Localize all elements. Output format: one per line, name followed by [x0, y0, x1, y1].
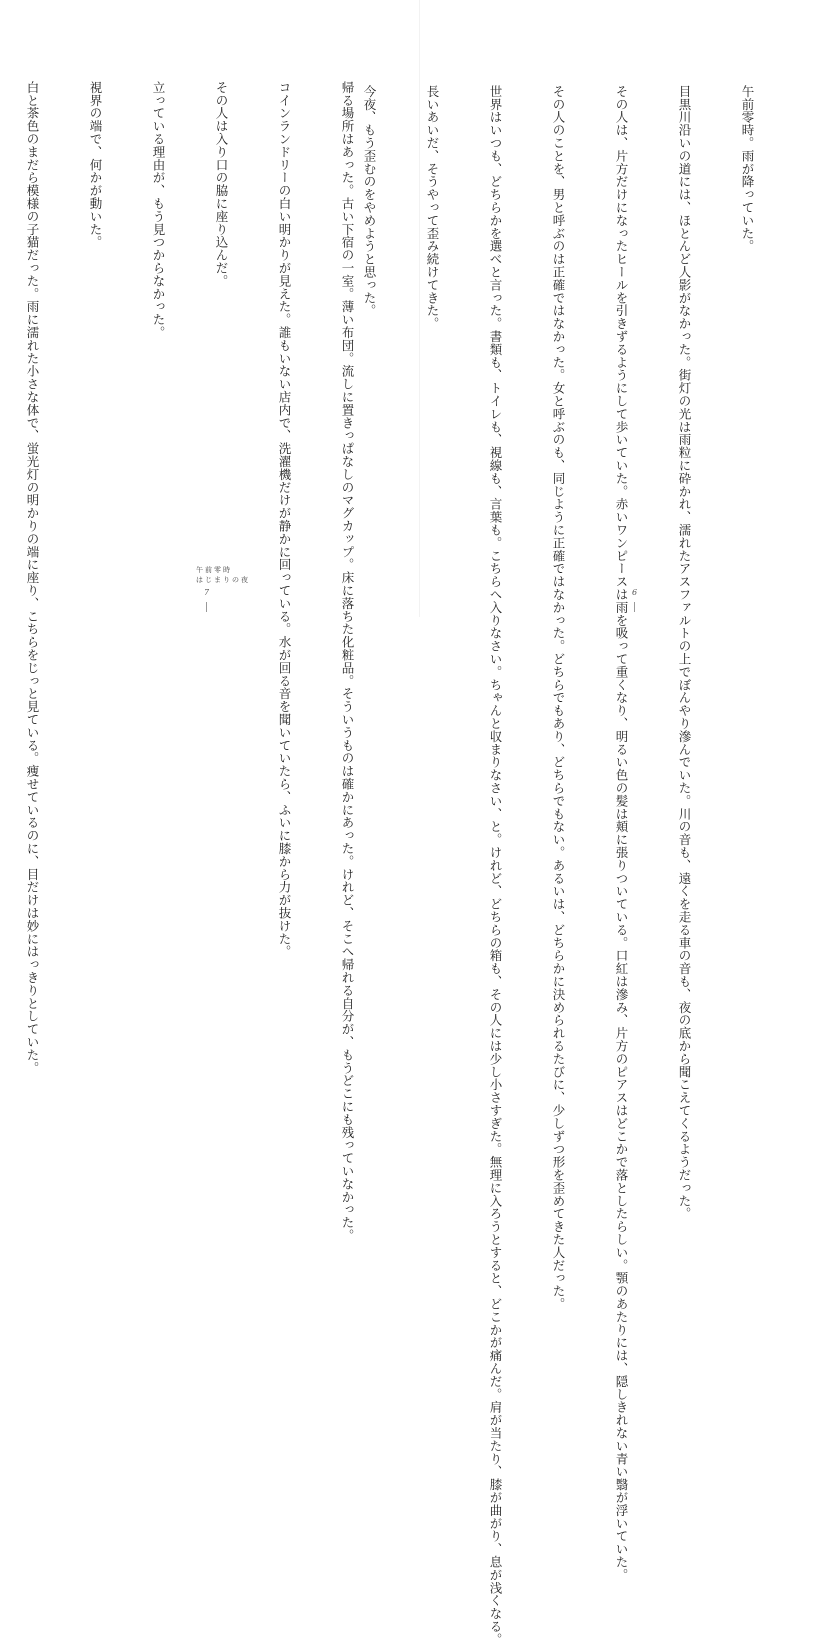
paragraph: コインランドリーの白い明かりが見えた。誰もいない店内で、洗濯機だけが静かに回っている。水が回る音を聞いていたら、ふいに膝から力が抜けた。	[277, 68, 292, 959]
right-page	[362, 0, 840, 1646]
paragraph: 視界の端で、何かが動いた。	[88, 68, 103, 249]
paragraph: 立っている理由が、もう見つからなかった。	[151, 68, 166, 339]
paragraph: 帰る場所はあった。古い下宿の一室。薄い布団。流しに置きっぱなしのマグカップ。床に落ちた化粧品。そういうものは確かにあった。けれど、そこへ帰れる自分が、もうどこにも残っていなかった。	[340, 68, 355, 1242]
paragraph: その人は入り口の脇に座り込んだ。	[214, 68, 229, 288]
page-number-rule-right	[634, 602, 635, 612]
paragraph: 午前零時。雨が降っていた。	[740, 72, 755, 253]
paragraph: その人のことを、男と呼ぶのは正確ではなかった。女と呼ぶのも、同じように正確ではなかった。どちらでもあり、どちらでもない。あるいは、どちらかに決められるたびに、少しずつ形を歪めてきた人だった。	[551, 72, 566, 1311]
running-title-book: はじまりの夜	[196, 576, 250, 584]
paragraph: 長いあいだ、そうやって歪み続けてきた。	[425, 72, 440, 330]
paragraph: 今夜、もう歪むのをやめようと思った。	[362, 72, 377, 318]
paragraph: 世界はいつも、どちらかを選べと言った。書類も、トイレも、視線も、言葉も。こちらへ入りなさい。ちゃんと収まりなさい、と。けれど、どちらの箱も、その人には少し小さすぎた。無理に入ろうとすると、どこかが痛んだ。肩が当たり、膝が曲がり、息が浅くなる。	[488, 72, 503, 1646]
paragraph: その人は、片方だけになったヒールを引きずるようにして歩いていた。赤いワンピースは雨を吸って重くなり、明るい色の髪は頬に張りついている。口紅は滲み、片方のピアスはどこかで落としたらしい。顎のあたりには、隠しきれない青い翳が浮いていた。	[614, 72, 629, 1582]
running-title-chapter: 午前零時	[196, 566, 232, 574]
page-number-left: 7	[204, 588, 212, 597]
right-page-body	[362, 72, 800, 1646]
page-number-right: 6	[632, 588, 640, 597]
paragraph: 白と茶色のまだら模様の子猫だった。雨に濡れた小さな体で、蛍光灯の明かりの端に座り、こちらをじっと見ている。痩せているのに、目だけは妙にはっきりとしていた。	[25, 68, 40, 1075]
page-number-rule-left	[206, 602, 207, 612]
running-title	[196, 565, 250, 585]
paragraph: 目黒川沿いの道には、ほとんど人影がなかった。街灯の光は雨粒に砕かれ、濡れたアスファルトの上でぼんやり滲んでいた。川の音も、遠くを走る車の音も、夜の底から聞こえてくるようだった。	[677, 72, 692, 1221]
